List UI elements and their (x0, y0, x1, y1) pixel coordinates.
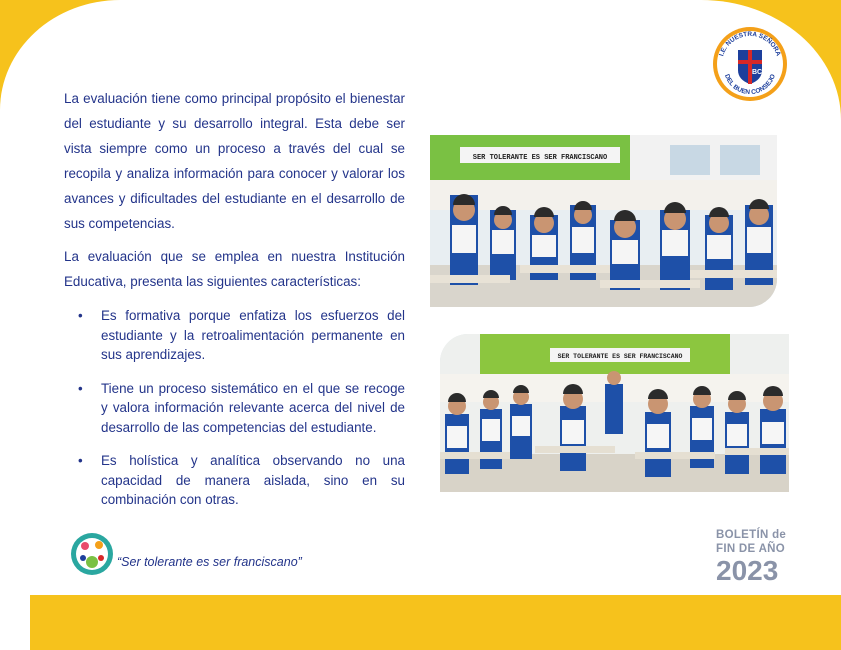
crest-center-text: BC (751, 69, 763, 76)
crest-ring-text-bottom: DEL BUEN CONSEJO (723, 73, 777, 97)
list-item (64, 379, 405, 438)
brand-line-1: BOLETÍN de (716, 529, 787, 541)
school-crest-logo (712, 26, 788, 102)
bulletin-brand (716, 528, 816, 586)
banner-text: SER TOLERANTE ES SER FRANCISCANO (472, 154, 608, 162)
brand-year: 2023 (716, 555, 779, 586)
banner-text: SER TOLERANTE ES SER FRANCISCANO (557, 353, 683, 360)
school-motto: “Ser tolerante es ser franciscano” (117, 555, 302, 569)
list-item (64, 306, 405, 365)
classroom-photo-1 (430, 135, 777, 307)
bullet-icon: • (78, 380, 83, 396)
crest-ring-text-top: I.E. NUESTRA SEÑORA (718, 30, 782, 58)
paragraph: La evaluación que se emplea en nuestra Institución Educativa, presenta las siguientes características: (64, 249, 405, 289)
list-item (64, 451, 405, 510)
list-item-text: Es formativa porque enfatiza los esfuerzos del estudiante y la retroalimentación permanente en sus aprendizajes. (101, 308, 405, 362)
bullet-icon: • (78, 308, 83, 323)
brand-line-2: FIN DE AÑO (716, 543, 786, 555)
classroom-photo-2 (440, 334, 789, 492)
footer-emblem-icon (70, 532, 114, 576)
bullet-icon: • (78, 453, 83, 468)
characteristics-list (64, 306, 405, 510)
body-text (64, 86, 405, 524)
list-item-text: Es holística y analítica observando no una capacidad de manera aislada, sino en su combinación con otras. (101, 453, 405, 507)
paragraph: La evaluación tiene como principal propósito el bienestar del estudiante y su desarrollo integral. Esta debe ser vista siempre como un proceso a través del cual se recopila y analiza información para conocer y valorar los avances y dificultades del estudiante en el desarrollo de sus competencias. (64, 91, 405, 231)
list-item-text: Tiene un proceso sistemático en el que se recoge y valora información relevante acerca del nivel de desarrollo de las competencias del estudiante. (101, 380, 405, 435)
